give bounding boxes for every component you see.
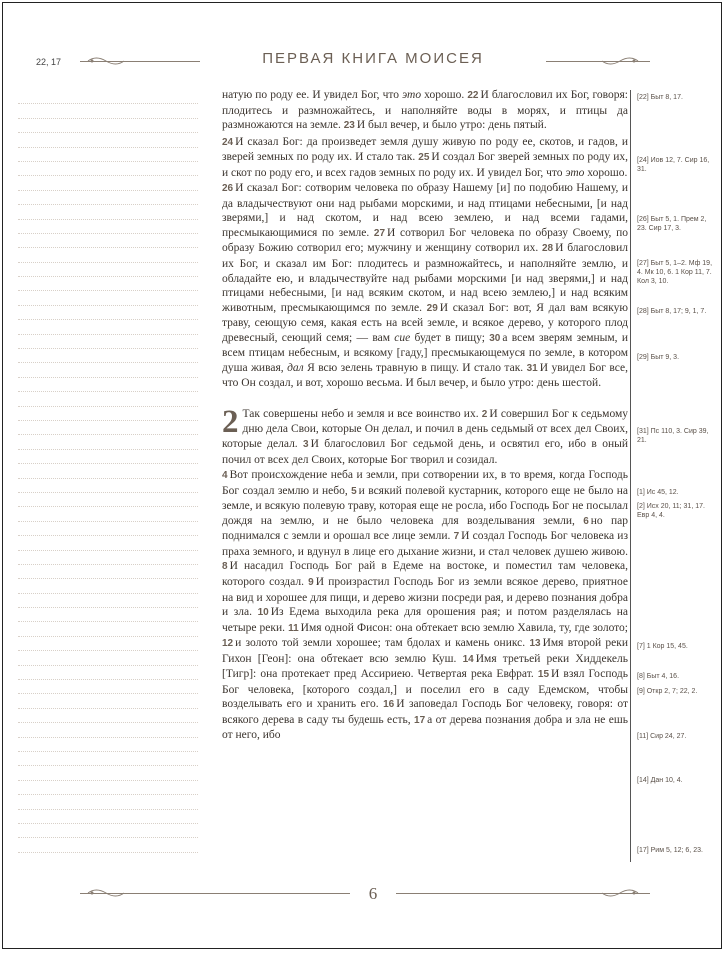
note-line	[18, 838, 198, 852]
cross-reference: [28] Быт 8, 17; 9, 1, 7.	[637, 308, 707, 315]
note-line	[18, 176, 198, 190]
note-line	[18, 536, 198, 550]
paragraph: 26 И сказал Бог: сотворим человека по образу Нашему [и] по подобию Нашему, и да владычествуют они над рыбами морскими, и над птицами небесными, [и над зверями,] и над скотом, и над всею землею, и над всеми гадами, пресмыкающимися по земле. 27 И сотворил Бог человека по образу Своему, по образу Божию сотворил его; мужчину и женщину сотворил их. 28 И благословил их Бог, и сказал им Бог: плодитесь и размножайтесь, и наполняйте землю, и обладайте ею, и владычествуйте над рыбами морскими [и над зверями,] и над птицами небесными, [и над всяким скотом, и над всею землею,] и над всяким животным, пресмыкающимся по земле. 29 И сказал Бог: вот, Я дал вам всякую траву, сеющую семя, какая есть на всей земле, и всякое дерево, у которого плод древесный, сеющий семя; — вам сие будет в пищу; 30 а всем зверям земным, и всем птицам небесным, и всякому [гаду,] пресмыкающемуся по земле, в котором душа живая, дал Я всю зелень травную в пищу. И стало так. 31 И увидел Бог все, что Он создал, и вот, хорошо весьма. И был вечер, и было утро: день шестой.	[222, 182, 628, 390]
cross-reference: [2] Исх 20, 11; 31, 17. Евр 4, 4.	[637, 503, 705, 519]
verse-number: 26	[222, 183, 234, 195]
column-separator	[630, 90, 631, 862]
note-line	[18, 781, 198, 795]
note-line	[18, 795, 198, 809]
note-line	[18, 205, 198, 219]
flourish-ornament	[86, 886, 126, 900]
note-line	[18, 637, 198, 651]
ruled-note-lines	[18, 90, 198, 853]
note-line	[18, 291, 198, 305]
note-line	[18, 450, 198, 464]
note-line	[18, 579, 198, 593]
flourish-ornament	[86, 54, 126, 68]
note-line	[18, 651, 198, 665]
verse-number: 4	[222, 470, 228, 482]
verse-number: 28	[541, 243, 554, 255]
paragraph: 4 Вот происхождение неба и земли, при сотворении их, в то время, когда Господь Бог создал землю и небо, 5 и всякий полевой кустарник, которого еще не было на земле, и всякую полевую траву, которая еще не росла, ибо Господь Бог не посылал дождя на землю, и не было человека для возделывания земли, 6 но пар поднимался с земли и орошал все лице земли. 7 И создал Господь Бог человека из праха земного, и вдунул в лице его дыхание жизни, и стал человек душею живою. 8 И насадил Господь Бог рай в Едеме на востоке, и поместил там человека, которого создал. 9 И произрастил Господь Бог из земли всякое дерево, приятное на вид и хорошее для пищи, и дерево жизни посреди рая, и дерево познания добра и зла. 10 Из Едема выходила река для орошения рая; и потом разделялась на четыре реки. 11 Имя одной Фисон: она обтекает всю землю Хавила, ту, где золото; 12 и золото той земли хорошее; там бдолах и камень оникс. 13 Имя второй реки Гихон [Геон]: она обтекает всю землю Куш. 14 Имя третьей реки Хиддекель [Тигр]: она протекает пред Ассириею. Четвертая река Евфрат. 15 И взял Господь Бог человека, [которого создал,] и поселил его в саду Едемском, чтобы возделывать его и хранить его. 16 И заповедал Господь Бог человеку, говоря: от всякого дерева в саду ты будешь есть, 17 а от дерева познания добра и зла не ешь от него, ибо	[222, 469, 629, 742]
verse-number: 6	[583, 515, 589, 527]
verse-number: 31	[526, 362, 538, 374]
scripture-text	[222, 88, 628, 744]
verse-number: 3	[303, 439, 309, 451]
note-line	[18, 90, 198, 104]
verse-number: 11	[288, 622, 299, 634]
verse-number: 27	[373, 227, 386, 239]
cross-reference: [31] Пс 110, 3. Сир 39, 21.	[637, 428, 709, 444]
verse-number: 13	[529, 638, 541, 650]
verse-number: 5	[351, 485, 357, 497]
cross-reference: [17] Рим 5, 12; 6, 23.	[637, 847, 703, 854]
note-line	[18, 277, 198, 291]
verse-number: 14	[462, 653, 474, 665]
note-line	[18, 320, 198, 334]
flourish-ornament	[600, 886, 640, 900]
note-line	[18, 148, 198, 162]
cross-reference: [24] Иов 12, 7. Сир 16, 31.	[637, 157, 710, 173]
cross-reference: [9] Откр 2, 7; 22, 2.	[637, 688, 698, 695]
note-line	[18, 479, 198, 493]
verse-number: 23	[343, 120, 355, 132]
page-number: 6	[353, 884, 393, 904]
cross-reference: [7] 1 Кор 15, 45.	[637, 643, 688, 650]
note-line	[18, 738, 198, 752]
verse-number: 15	[537, 669, 550, 681]
verse-number: 12	[222, 638, 234, 650]
italic-word: это	[402, 89, 422, 101]
note-line	[18, 680, 198, 694]
note-line	[18, 752, 198, 766]
note-line	[18, 104, 198, 118]
note-line	[18, 766, 198, 780]
verse-number: 24	[222, 136, 234, 148]
chapter-number: 2	[222, 403, 239, 440]
note-line	[18, 421, 198, 435]
note-line	[18, 349, 198, 363]
cross-reference: [1] Ис 45, 12.	[637, 489, 679, 496]
italic-word: дал	[287, 361, 304, 374]
cross-reference: [14] Дан 10, 4.	[637, 777, 683, 784]
note-line	[18, 565, 198, 579]
note-line	[18, 162, 198, 176]
note-line	[18, 522, 198, 536]
note-line	[18, 133, 198, 147]
note-line	[18, 392, 198, 406]
note-line	[18, 220, 198, 234]
verse-number: 30	[489, 332, 501, 344]
note-line	[18, 263, 198, 277]
note-line	[18, 234, 198, 248]
cross-reference: [22] Быт 8, 17.	[637, 94, 683, 101]
chapter-paragraph: 2 Так совершены небо и земля и все воинство их. 2 И совершил Бог к седьмому дню дела Свои, которые Он делал, и почил в день седьмый от всех дел Своих, которые делал. 3 И благословил Бог седьмой день, и освятил его, ибо в оный почил от всех дел Своих, которые Бог творил и созидал.	[222, 403, 628, 466]
note-line	[18, 363, 198, 377]
running-reference: 22, 17	[36, 57, 62, 67]
note-line	[18, 810, 198, 824]
verse-number: 7	[453, 531, 460, 543]
cross-reference: [26] Быт 5, 1. Прем 2, 23. Сир 17, 3.	[637, 216, 707, 232]
verse-number: 10	[257, 607, 269, 619]
verse-number: 25	[418, 152, 430, 164]
note-line	[18, 694, 198, 708]
verse-number: 16	[383, 699, 395, 711]
verse-number: 22	[467, 90, 479, 101]
note-line	[18, 709, 198, 723]
verse-number: 29	[426, 302, 438, 314]
verse-number: 9	[308, 576, 314, 588]
note-line	[18, 306, 198, 320]
flourish-ornament	[600, 54, 640, 68]
verse-number: 8	[222, 561, 228, 573]
verse-number: 17	[414, 714, 426, 726]
note-line	[18, 824, 198, 838]
note-line	[18, 493, 198, 507]
cross-reference: [29] Быт 9, 3.	[637, 354, 680, 361]
cross-reference: [27] Быт 5, 1–2. Мф 19, 4. Мк 10, 6. 1 Кор 11, 7. Кол 3, 10.	[637, 260, 713, 285]
note-line	[18, 622, 198, 636]
note-line	[18, 407, 198, 421]
page-title: ПЕРВАЯ КНИГА МОИСЕЯ	[200, 50, 546, 67]
note-line	[18, 248, 198, 262]
note-line	[18, 723, 198, 737]
note-line	[18, 507, 198, 521]
note-line	[18, 335, 198, 349]
note-line	[18, 551, 198, 565]
note-line	[18, 191, 198, 205]
note-line	[18, 666, 198, 680]
cross-reference: [8] Быт 4, 16.	[637, 673, 680, 680]
italic-word: это	[565, 166, 585, 179]
note-line	[18, 119, 198, 133]
note-line	[18, 435, 198, 449]
note-line	[18, 378, 198, 392]
cross-reference: [11] Сир 24, 27.	[637, 733, 687, 740]
paragraph: 24 И сказал Бог: да произведет земля душу живую по роду ее, скотов, и гадов, и зверей земных по роду их. И стало так. 25 И создал Бог зверей земных по роду их, и скот по роду его, и всех гадов земных по роду их. И увидел Бог, что это хорошо.	[222, 135, 629, 179]
verse-number: 2	[481, 408, 488, 420]
note-line	[18, 464, 198, 478]
italic-word: сие	[394, 331, 411, 344]
note-line	[18, 608, 198, 622]
paragraph: натую по роду ее. И увидел Бог, что это хорошо. 22 И благословил их Бог, говоря: плодитесь и размножайтесь, и наполняйте воды в морях, и птицы да размножаются на земле. 23 И был вечер, и было утро: день пятый.	[222, 89, 628, 132]
note-line	[18, 594, 198, 608]
